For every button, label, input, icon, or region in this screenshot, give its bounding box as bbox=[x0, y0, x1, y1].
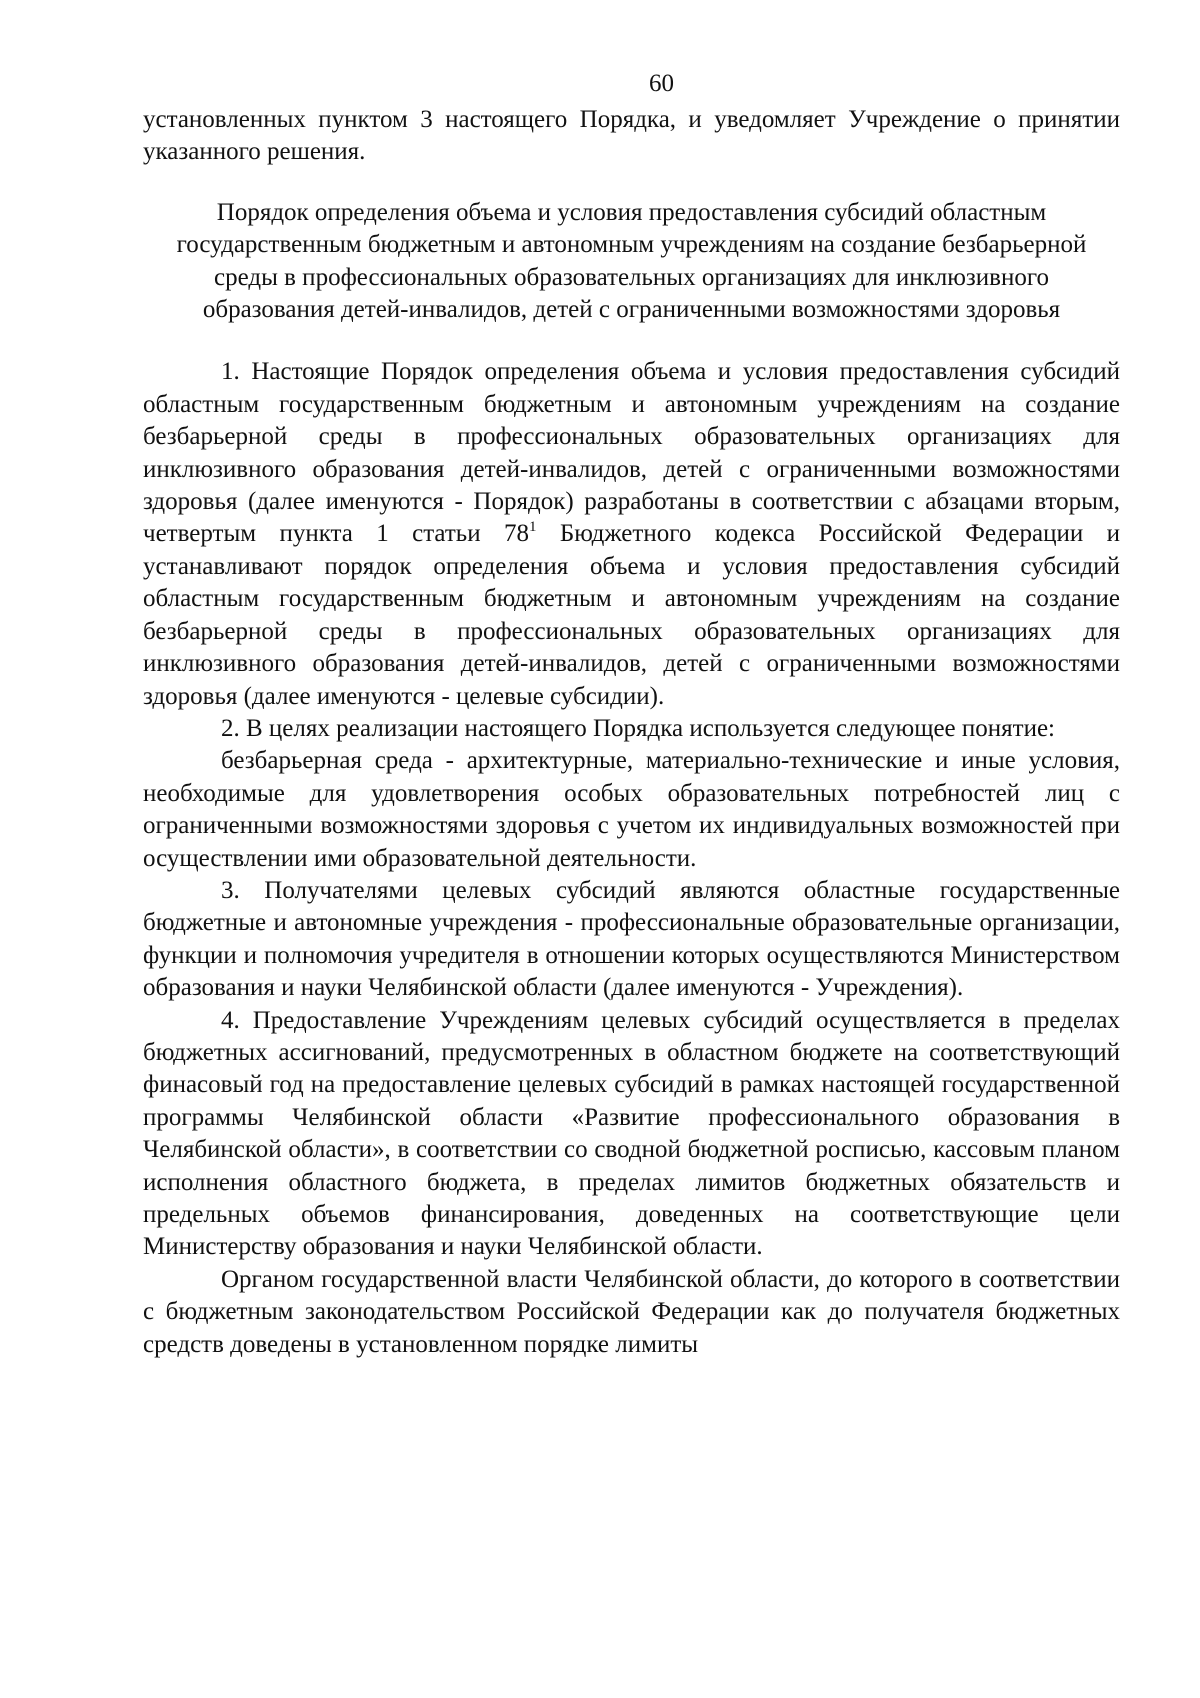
section-title: Порядок определения объема и условия предоставления субсидий областным государственным бюджетным и автономным учреждениям на создание безбарьерной среды в профессиональных образовательных организациях для инклюзивного образования детей-инвалидов, детей с ограниченными возможностями здоровья bbox=[176, 198, 1087, 324]
paragraph-2: 2. В целях реализации настоящего Порядка используется следующее понятие: bbox=[221, 714, 1055, 742]
article-superscript: 1 bbox=[528, 519, 537, 536]
paragraph-1 bbox=[143, 356, 1120, 712]
paragraph-2-definition: безбарьерная среда - архитектурные, материально-технические и иные условия, необходимые для удовлетворения особых образовательных потребностей лиц с ограниченными возможностями здоровья с учетом их индивидуальных возможностей при осуществлении ими образовательной деятельности. bbox=[143, 747, 1120, 872]
continuation-paragraph: установленных пунктом 3 настоящего Порядка, и уведомляет Учреждение о принятии указанного решения. bbox=[143, 106, 1120, 166]
paragraph-4: 4. Предоставление Учреждениям целевых субсидий осуществляется в пределах бюджетных ассигнований, предусмотренных в областном бюджете на соответствующий финасовый год на предоставление целевых субсидий в рамках настоящей государственной программы Челябинской области «Развитие профессионального образования в Челябинской области», в соответствии со сводной бюджетной росписью, кассовым планом исполнения областного бюджета, в пределах лимитов бюджетных обязательств и предельных объемов финансирования, доведенных на соответствующие цели Министерству образования и науки Челябинской области. bbox=[143, 1006, 1120, 1261]
paragraph-3: 3. Получателями целевых субсидий являются областные государственные бюджетные и автономные учреждения - профессиональные образовательные организации, функции и полномочия учредителя в отношении которых осуществляются Министерством образования и науки Челябинской области (далее именуются - Учреждения). bbox=[143, 876, 1120, 1002]
paragraph-1-text: 1. Настоящие Порядок определения объема и условия предоставления субсидий областным государственным бюджетным и автономным учреждениям на создание безбарьерной среды в профессиональных образовательных организациях для инклюзивного образования детей-инвалидов, детей с ограниченными возможностями здоровья (далее именуются - Порядок) разработаны в соответствии с абзацами вторым, четвертым пункта 1 статьи 78 bbox=[143, 358, 1120, 548]
paragraph-1-continuation: Бюджетного кодекса Российской Федерации и устанавливают порядок определения объема и условия предоставления субсидий областным государственным бюджетным и автономным учреждениям на создание безбарьерной среды в профессиональных образовательных организациях для инклюзивного образования детей-инвалидов, детей с ограниченными возможностями здоровья (далее именуются - целевые субсидии). bbox=[143, 520, 1120, 710]
page-number: 60 bbox=[649, 70, 674, 97]
paragraph-5: Органом государственной власти Челябинской области, до которого в соответствии с бюджетным законодательством Российской Федерации как до получателя бюджетных средств доведены в установленном порядке лимиты bbox=[143, 1265, 1120, 1358]
